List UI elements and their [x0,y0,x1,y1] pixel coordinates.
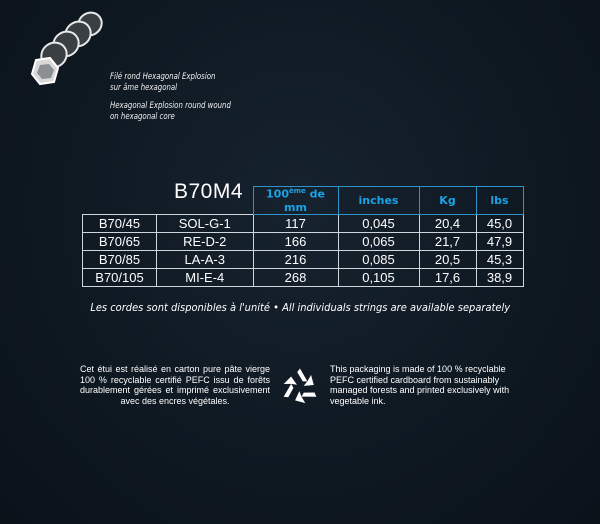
cell-note: SOL-G-1 [157,214,254,232]
availability-text: Les cordes sont disponibles à l'unité • All individuals strings are available separately [90,301,510,314]
header-inches: inches [338,187,419,215]
cell-ref: B70/65 [83,232,157,250]
cell-lbs: 45,0 [476,214,523,232]
table-row [83,214,524,232]
cell-note: RE-D-2 [157,232,254,250]
cell-gauge: 216 [253,250,338,268]
description-fr-line1: Filé rond Hexagonal Explosion [110,72,216,82]
cell-inches: 0,045 [338,214,419,232]
table-row [83,232,524,250]
cell-kg: 21,7 [419,232,476,250]
cell-inches: 0,105 [338,268,419,286]
table-row [83,250,524,268]
recycle-icon [277,362,323,408]
cell-gauge: 166 [253,232,338,250]
description-fr [110,72,215,94]
cell-ref: B70/85 [83,250,157,268]
cell-ref: B70/105 [83,268,157,286]
table-row [83,268,524,286]
cell-inches: 0,085 [338,250,419,268]
cell-kg: 20,4 [419,214,476,232]
specs-table [82,186,524,287]
header-lbs: lbs [476,187,523,215]
eco-text-fr: Cet étui est réalisé en carton pure pâte vierge 100 % recyclable certifié PEFC issu de forêts durablement gérées et imprimé exclusivement avec des encres végétales. [80,364,270,406]
cell-lbs: 38,9 [476,268,523,286]
cell-note: LA-A-3 [157,250,254,268]
header-gauge: 100ème de mm [253,187,338,215]
cell-lbs: 47,9 [476,232,523,250]
description-en-line1: Hexagonal Explosion round wound [110,101,231,111]
eco-text-en: This packaging is made of 100 % recyclable PEFC certified cardboard from sustainably managed forests and printed exclusively with vegetable ink. [330,364,510,406]
cell-kg: 20,5 [419,250,476,268]
cell-inches: 0,065 [338,232,419,250]
cell-gauge: 117 [253,214,338,232]
cell-lbs: 45,3 [476,250,523,268]
availability-note [0,301,600,314]
header-kg: Kg [419,187,476,215]
description-fr-line2: sur âme hexagonal [110,83,178,93]
cell-gauge: 268 [253,268,338,286]
description-en [110,101,231,123]
cell-note: MI-E-4 [157,268,254,286]
cell-kg: 17,6 [419,268,476,286]
table-header-row [83,187,524,215]
model-title: B70M4 [174,180,244,203]
description-en-line2: on hexagonal core [110,112,175,122]
cell-ref: B70/45 [83,214,157,232]
hexagonal-string-icon [14,8,114,98]
